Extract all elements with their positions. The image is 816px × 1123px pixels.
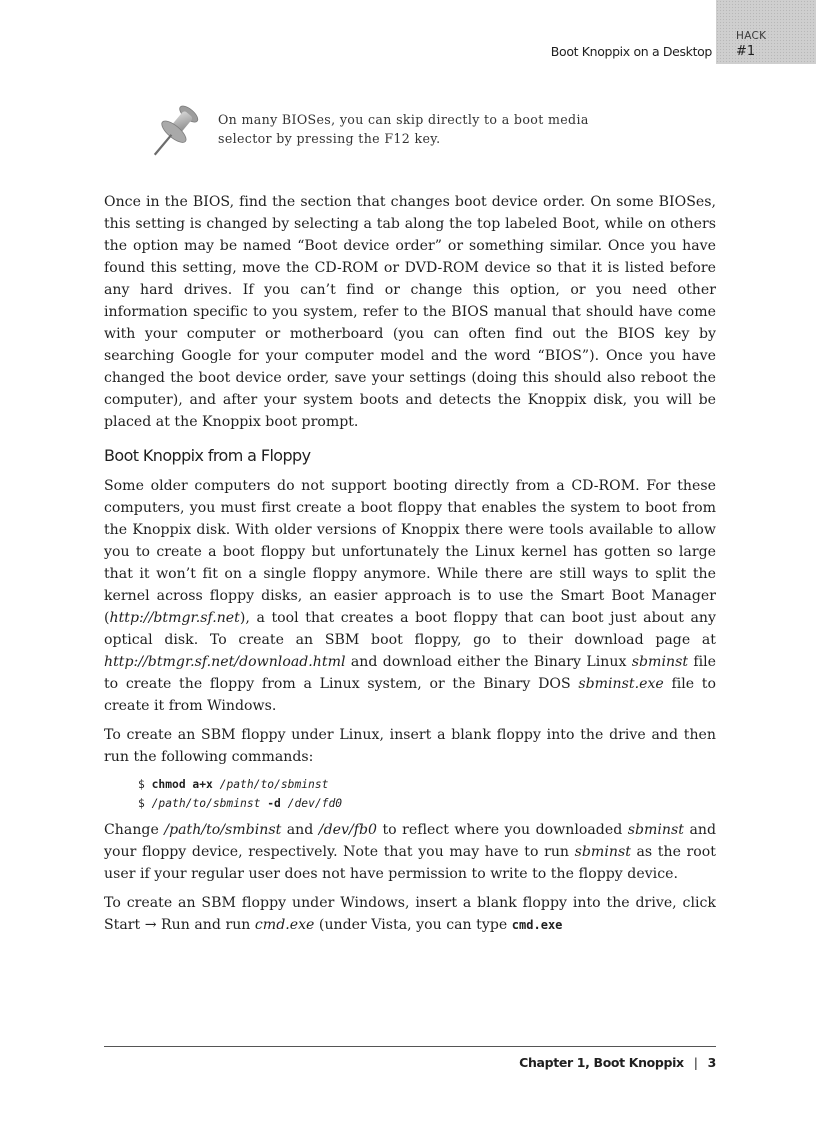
hack-tab xyxy=(716,0,816,64)
text: and your floppy device, respectively. Note that you may have to run xyxy=(104,822,717,860)
page-number: 3 xyxy=(707,1055,716,1070)
paragraph-windows xyxy=(104,892,716,936)
hack-number: #1 xyxy=(736,44,756,59)
running-head: Boot Knoppix on a Desktop xyxy=(550,44,712,59)
text: file to create it from Windows. xyxy=(104,676,716,714)
tip-text xyxy=(218,110,668,148)
section-heading: Boot Knoppix from a Floppy xyxy=(104,446,311,465)
prompt: $ xyxy=(138,797,152,810)
paragraph-bios: Once in the BIOS, find the section that changes boot device order. On some BIOSes, this setting is changed by selecting a tab along the top labeled Boot, while on others the option may be named “Boot device order” or something similar. Once you have found this setting, move the CD-ROM or DVD-ROM device so that it is listed before any hard drives. If you can’t find or change this option, or you need other information specific to you system, refer to the BIOS manual that should have come with your computer or motherboard (you can often find out the BIOS key by searching Google for your computer model and the word “BIOS”). Once you have changed the boot device order, save your settings (doing this should also reboot the computer), and after your system boots and detects the Knoppix disk, you will be placed at the Knoppix boot prompt. xyxy=(104,194,716,430)
text: Some older computers do not support booting directly from a CD-ROM. For these computers, you must first create a boot floppy that enables the system to boot from the Knoppix disk. With older versions of Knoppix there were tools available to allow you to create a boot floppy but unfortunately the Linux kernel has gotten so large that it won’t fit on a single floppy anymore. While there are still ways to split the kernel across floppy disks, an easier approach is to use the Smart Boot Manager ( xyxy=(104,478,716,626)
tip-line-1: On many BIOSes, you can skip directly to a boot media xyxy=(218,112,589,127)
paragraph-floppy-intro xyxy=(104,475,716,717)
pushpin-icon xyxy=(132,102,212,172)
hack-label: HACK xyxy=(736,30,767,42)
text: and download either the Binary Linux xyxy=(345,654,632,670)
page-footer xyxy=(519,1055,716,1070)
footer-rule xyxy=(104,1046,716,1047)
path: /dev/fb0 xyxy=(318,822,377,838)
tip-line-2: selector by pressing the F12 key. xyxy=(218,131,441,146)
space xyxy=(281,797,288,810)
text: as the root user if your regular user does not have permission to write to the floppy device. xyxy=(104,844,716,882)
flag: -d xyxy=(267,797,281,810)
tip-box xyxy=(132,102,692,176)
argument: /path/to/sbminst xyxy=(219,778,329,791)
text: (under Vista, you can type xyxy=(314,917,512,933)
chapter-title: Chapter 1, Boot Knoppix xyxy=(519,1055,684,1070)
filename-sbminst: sbminst xyxy=(631,654,689,670)
filename: sbminst xyxy=(574,844,631,860)
filename: cmd.exe xyxy=(254,917,315,933)
text: ), a tool that creates a boot floppy that can boot just about any optical disk. To create an SBM boot floppy, go to their download page at xyxy=(104,610,716,648)
inline-code: cmd.exe xyxy=(511,918,563,932)
path: /path/to/smbinst xyxy=(164,822,282,838)
prompt: $ xyxy=(138,778,152,791)
code-block xyxy=(138,775,716,813)
text: and xyxy=(281,822,319,838)
command: chmod a+x xyxy=(151,778,213,791)
paragraph-linux: To create an SBM floppy under Linux, insert a blank floppy into the drive and then run the following commands: xyxy=(104,727,716,765)
url-download[interactable]: http://btmgr.sf.net/download.html xyxy=(104,654,346,670)
paragraph-change xyxy=(104,819,716,885)
text: Change xyxy=(104,822,165,838)
argument: /path/to/sbminst xyxy=(151,797,261,810)
text: file to create the floppy from a Linux system, or the Binary DOS xyxy=(104,654,716,692)
text: to reflect where you downloaded xyxy=(376,822,628,838)
text: To create an SBM floppy under Windows, insert a blank floppy into the drive, click Start → Run and run xyxy=(104,895,716,933)
space xyxy=(213,778,220,791)
url-btmgr[interactable]: http://btmgr.sf.net xyxy=(109,610,240,626)
main-content xyxy=(104,191,716,943)
filename: sbminst xyxy=(627,822,684,838)
footer-separator: | xyxy=(693,1055,698,1070)
argument: /dev/fd0 xyxy=(287,797,343,810)
filename-sbminst-exe: sbminst.exe xyxy=(578,676,664,692)
